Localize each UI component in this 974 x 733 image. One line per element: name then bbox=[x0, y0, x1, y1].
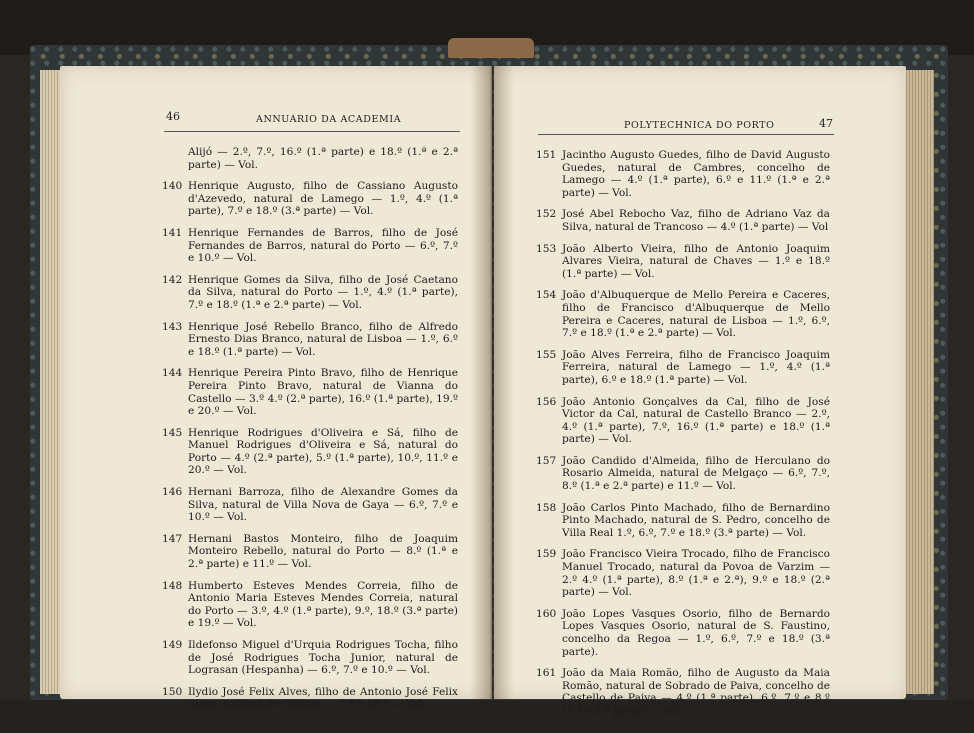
right-page-edges bbox=[904, 70, 934, 694]
entry-text: João Carlos Pinto Machado, filho de Bernardino Pinto Machado, natural de S. Pedro, concelho de Villa Real 1.º, 6.º, 7.º e 18.º (3.ª parte) — Vol. bbox=[562, 501, 830, 539]
entry-text: José Abel Rebocho Vaz, filho de Adriano Vaz da Silva, natural de Trancoso — 4.º (1.ª parte) — Vol bbox=[562, 208, 830, 233]
entry-text: Hernani Barroza, filho de Alexandre Gomes da Silva, natural de Villa Nova de Gaya — 6.º, 7.º e 10.º — Vol. bbox=[188, 486, 458, 524]
entry-number: 158 bbox=[536, 501, 557, 514]
list-item bbox=[162, 486, 458, 524]
entry-text: Henrique Gomes da Silva, filho de José Caetano da Silva, natural do Porto — 1.º, 4.º (1.ª parte), 7.º e 18.º (1.ª e 2.ª parte) — Vol. bbox=[188, 273, 458, 311]
entry-text: Henrique José Rebello Branco, filho de Alfredo Ernesto Dias Branco, natural de Lisboa — 1.º, 6.º e 18.º (1.ª parte) — Vol. bbox=[188, 320, 458, 358]
entry-number: 143 bbox=[162, 320, 183, 333]
entry-text: João Francisco Vieira Trocado, filho de Francisco Manuel Trocado, natural da Povoa de Varzim — 2.º 4.º (1.ª parte), 8.º (1.ª e 2.ª), 9.º e 18.º (2.ª parte) — Vol. bbox=[562, 548, 830, 599]
entry-number: 140 bbox=[162, 180, 183, 193]
entry-text: João Alberto Vieira, filho de Antonio Joaquim Alvares Vieira, natural de Chaves — 1.º e 18.º (1.ª parte) — Vol. bbox=[562, 242, 830, 280]
left-entries bbox=[162, 146, 458, 720]
list-item bbox=[162, 180, 458, 218]
list-item bbox=[536, 501, 830, 540]
list-item bbox=[536, 348, 830, 387]
entry-number: 141 bbox=[162, 226, 183, 239]
list-item bbox=[536, 548, 830, 599]
entry-text: João Candido d'Almeida, filho de Herculano do Rosario Almeida, natural de Melgaço — 6.º, 7.º, 8.º (1.ª e 2.ª parte) e 11.º — Vol. bbox=[562, 454, 830, 493]
list-item bbox=[162, 426, 458, 477]
entry-text: João Antonio Gonçalves da Cal, filho de José Victor da Cal, natural de Castello Branco — 2.º, 4.º (1.ª parte), 7.º, 16.º (1.ª parte) e 18.º (1.ª parte) — Vol. bbox=[562, 395, 830, 446]
entry-number: 152 bbox=[536, 208, 557, 221]
entry-number: 146 bbox=[162, 486, 183, 499]
spine-cloth bbox=[448, 38, 534, 58]
entry-number: 161 bbox=[536, 667, 557, 680]
entry-text: João Lopes Vasques Osorio, filho de Bernardo Lopes Vasques Osorio, natural de S. Faustino, concelho da Regoa — 1.º, 6.º, 7.º e 18.º (3.ª parte). bbox=[562, 607, 830, 658]
list-item bbox=[162, 532, 458, 571]
list-item bbox=[536, 242, 830, 281]
entry-text: Jacintho Augusto Guedes, filho de David Augusto Guedes, natural de Cambres, concelho de Lamego — 4.º (1.ª parte), 6.º e 11.º (1.ª e 2.ª parte) — Vol. bbox=[562, 149, 830, 199]
entry-text: Humberto Esteves Mendes Correia, filho de Antonio Maria Esteves Mendes Correia, natural do Porto — 3.º, 4.º (1.ª parte), 9.º, 18.º (3.ª parte) e 19.º — Vol. bbox=[188, 579, 458, 630]
entry-number: 151 bbox=[536, 149, 557, 161]
list-item bbox=[162, 320, 458, 359]
entry-text: João d'Albuquerque de Mello Pereira e Caceres, filho de Francisco d'Albuquerque de Mello Pereira e Caceres, natural de Lisboa — 1.º, 6.º, 7.º e 18.º (1.ª e 2.ª parte) — Vol. bbox=[562, 289, 830, 340]
entry-number: 153 bbox=[536, 242, 557, 255]
right-header-rule bbox=[538, 134, 834, 135]
list-item bbox=[536, 208, 830, 233]
list-item bbox=[536, 289, 830, 340]
list-item bbox=[162, 367, 458, 418]
list-item bbox=[536, 395, 830, 446]
entry-number: 145 bbox=[162, 426, 183, 439]
entry-text: Henrique Pereira Pinto Bravo, filho de Henrique Pereira Pinto Bravo, natural de Vianna do Castello — 3.º 4.º (2.ª parte), 16.º (1.ª parte), 19.º e 20.º — Vol. bbox=[188, 367, 458, 418]
list-item bbox=[536, 667, 830, 717]
entry-number: 148 bbox=[162, 579, 183, 592]
entry-text: Henrique Fernandes de Barros, filho de José Fernandes de Barros, natural do Porto — 6.º, 7.º e 10.º — Vol. bbox=[188, 226, 458, 265]
right-entries bbox=[536, 149, 830, 727]
entry-number: 147 bbox=[162, 532, 183, 545]
entry-text: Hernani Bastos Monteiro, filho de Joaquim Monteiro Rebello, natural do Porto — 8.º (1.ª e 2.ª parte) e 11.º — Vol. bbox=[188, 532, 458, 571]
entry-number: 154 bbox=[536, 289, 557, 302]
entry-number: 155 bbox=[536, 348, 557, 361]
list-item bbox=[162, 639, 458, 677]
continuation-text: Alijó — 2.º, 7.º, 16.º (1.ª parte) e 18.º (1.ª e 2.ª parte) — Vol. bbox=[188, 146, 458, 171]
entry-number: 150 bbox=[162, 685, 183, 698]
right-page-number: 47 bbox=[819, 117, 833, 130]
entry-text: João da Maia Romão, filho de Augusto da Maia Romão, natural de Sobrado de Paiva, concelho de Castello de Paiva — 4.º (1.ª parte), 6.º, 7.º e 8.º (1.ª e 2.ª parte) — Vol. bbox=[562, 667, 830, 717]
entry-number: 142 bbox=[162, 273, 183, 286]
left-header-rule bbox=[164, 131, 460, 132]
left-page-number: 46 bbox=[166, 110, 180, 123]
entry-text: João Alves Ferreira, filho de Francisco Joaquim Ferreira, natural de Lamego — 1.º, 4.º (1.ª parte), 6.º e 18.º (1.ª parte) — Vol. bbox=[562, 348, 830, 386]
right-page bbox=[494, 66, 906, 717]
entry-number: 160 bbox=[536, 607, 557, 620]
list-item bbox=[162, 685, 458, 711]
list-item bbox=[162, 579, 458, 630]
left-page-edges bbox=[40, 70, 62, 694]
entry-text: Ilydio José Felix Alves, filho de Antonio José Felix Alves, natural de Chaves — 7.º e 10.º — Vol. bbox=[188, 685, 458, 711]
list-item bbox=[536, 607, 830, 658]
right-running-header: POLYTECHNICA DO PORTO bbox=[624, 120, 775, 131]
list-item bbox=[536, 149, 830, 199]
entry-text: Henrique Rodrigues d'Oliveira e Sá, filho de Manuel Rodrigues d'Oliveira e Sá, natural do Porto — 4.º (2.ª parte), 5.º (1.ª parte), 10.º, 11.º e 20.º — Vol. bbox=[188, 426, 458, 477]
entry-text: Ildefonso Miguel d'Urquia Rodrigues Tocha, filho de José Rodrigues Tocha Junior, natural de Lograsan (Hespanha) — 6.º, 7.º e 10.º — Vol. bbox=[188, 639, 458, 677]
entry-number: 144 bbox=[162, 367, 183, 380]
entry-number: 157 bbox=[536, 454, 557, 467]
list-item bbox=[536, 454, 830, 493]
entry-text: Henrique Augusto, filho de Cassiano Augusto d'Azevedo, natural de Lamego — 1.º, 4.º (1.ª parte), 7.º e 18.º (3.ª parte) — Vol. bbox=[188, 180, 458, 218]
left-page bbox=[60, 66, 492, 711]
entry-number: 149 bbox=[162, 639, 183, 651]
entry-number: 156 bbox=[536, 395, 557, 408]
list-item bbox=[162, 273, 458, 312]
entry-number: 159 bbox=[536, 548, 557, 561]
book-gutter bbox=[470, 66, 514, 699]
left-running-header: ANNUARIO DA ACADEMIA bbox=[256, 114, 402, 125]
list-item bbox=[162, 226, 458, 265]
